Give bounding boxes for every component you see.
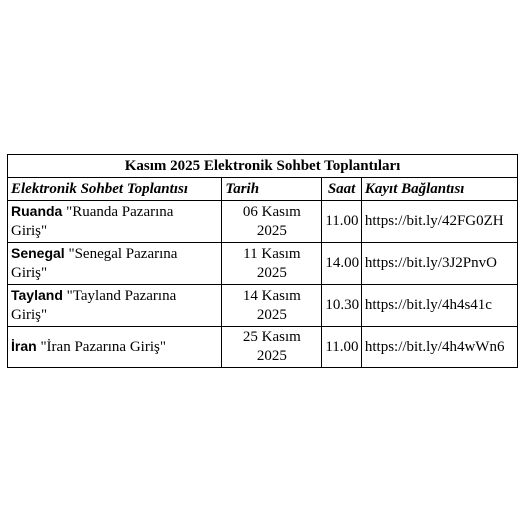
event-cell <box>8 285 222 327</box>
table-row <box>8 327 518 368</box>
header-link: Kayıt Bağlantısı <box>361 178 517 201</box>
header-time: Saat <box>322 178 362 201</box>
table-title: Kasım 2025 Elektronik Sohbet Toplantıları <box>8 155 518 178</box>
meetings-table <box>7 154 518 368</box>
date-day-month: 11 Kasım <box>243 245 301 262</box>
date-year: 2025 <box>256 306 287 323</box>
event-title: "Tayland Pazarına <box>62 288 177 304</box>
table-title-row <box>8 155 518 178</box>
country-name: Senegal <box>11 245 65 261</box>
event-title-continued: Giriş" <box>11 307 48 323</box>
event-cell <box>8 243 222 285</box>
event-title-continued: Giriş" <box>11 223 48 239</box>
event-cell <box>8 327 222 368</box>
date-cell <box>222 327 322 368</box>
date-day-month: 25 Kasım <box>242 329 301 345</box>
event-title-continued: Giriş" <box>11 265 48 281</box>
time-cell: 10.30 <box>322 285 362 327</box>
header-date: Tarih <box>222 178 322 201</box>
table-row <box>8 243 518 285</box>
date-cell <box>222 201 322 243</box>
registration-link[interactable]: https://bit.ly/4h4s41c <box>361 285 517 327</box>
time-cell: 11.00 <box>322 327 362 368</box>
registration-link[interactable]: https://bit.ly/4h4wWn6 <box>361 327 517 368</box>
registration-link[interactable]: https://bit.ly/42FG0ZH <box>361 201 517 243</box>
date-year: 2025 <box>256 264 287 281</box>
date-year: 2025 <box>256 222 287 239</box>
date-year: 2025 <box>256 348 287 364</box>
time-cell: 11.00 <box>322 201 362 243</box>
table-row <box>8 285 518 327</box>
country-name: Tayland <box>11 287 63 303</box>
country-name: İran <box>11 338 37 354</box>
event-title: "İran Pazarına Giriş" <box>36 339 166 355</box>
date-day-month: 06 Kasım <box>242 203 301 220</box>
event-title: "Ruanda Pazarına <box>62 204 174 220</box>
header-event: Elektronik Sohbet Toplantısı <box>8 178 222 201</box>
date-day-month: 14 Kasım <box>242 287 301 304</box>
date-cell <box>222 285 322 327</box>
table-header-row <box>8 178 518 201</box>
event-title: "Senegal Pazarına <box>64 246 178 262</box>
table-row <box>8 201 518 243</box>
registration-link[interactable]: https://bit.ly/3J2PnvO <box>361 243 517 285</box>
date-cell <box>222 243 322 285</box>
event-cell <box>8 201 222 243</box>
time-cell: 14.00 <box>322 243 362 285</box>
country-name: Ruanda <box>11 203 63 219</box>
